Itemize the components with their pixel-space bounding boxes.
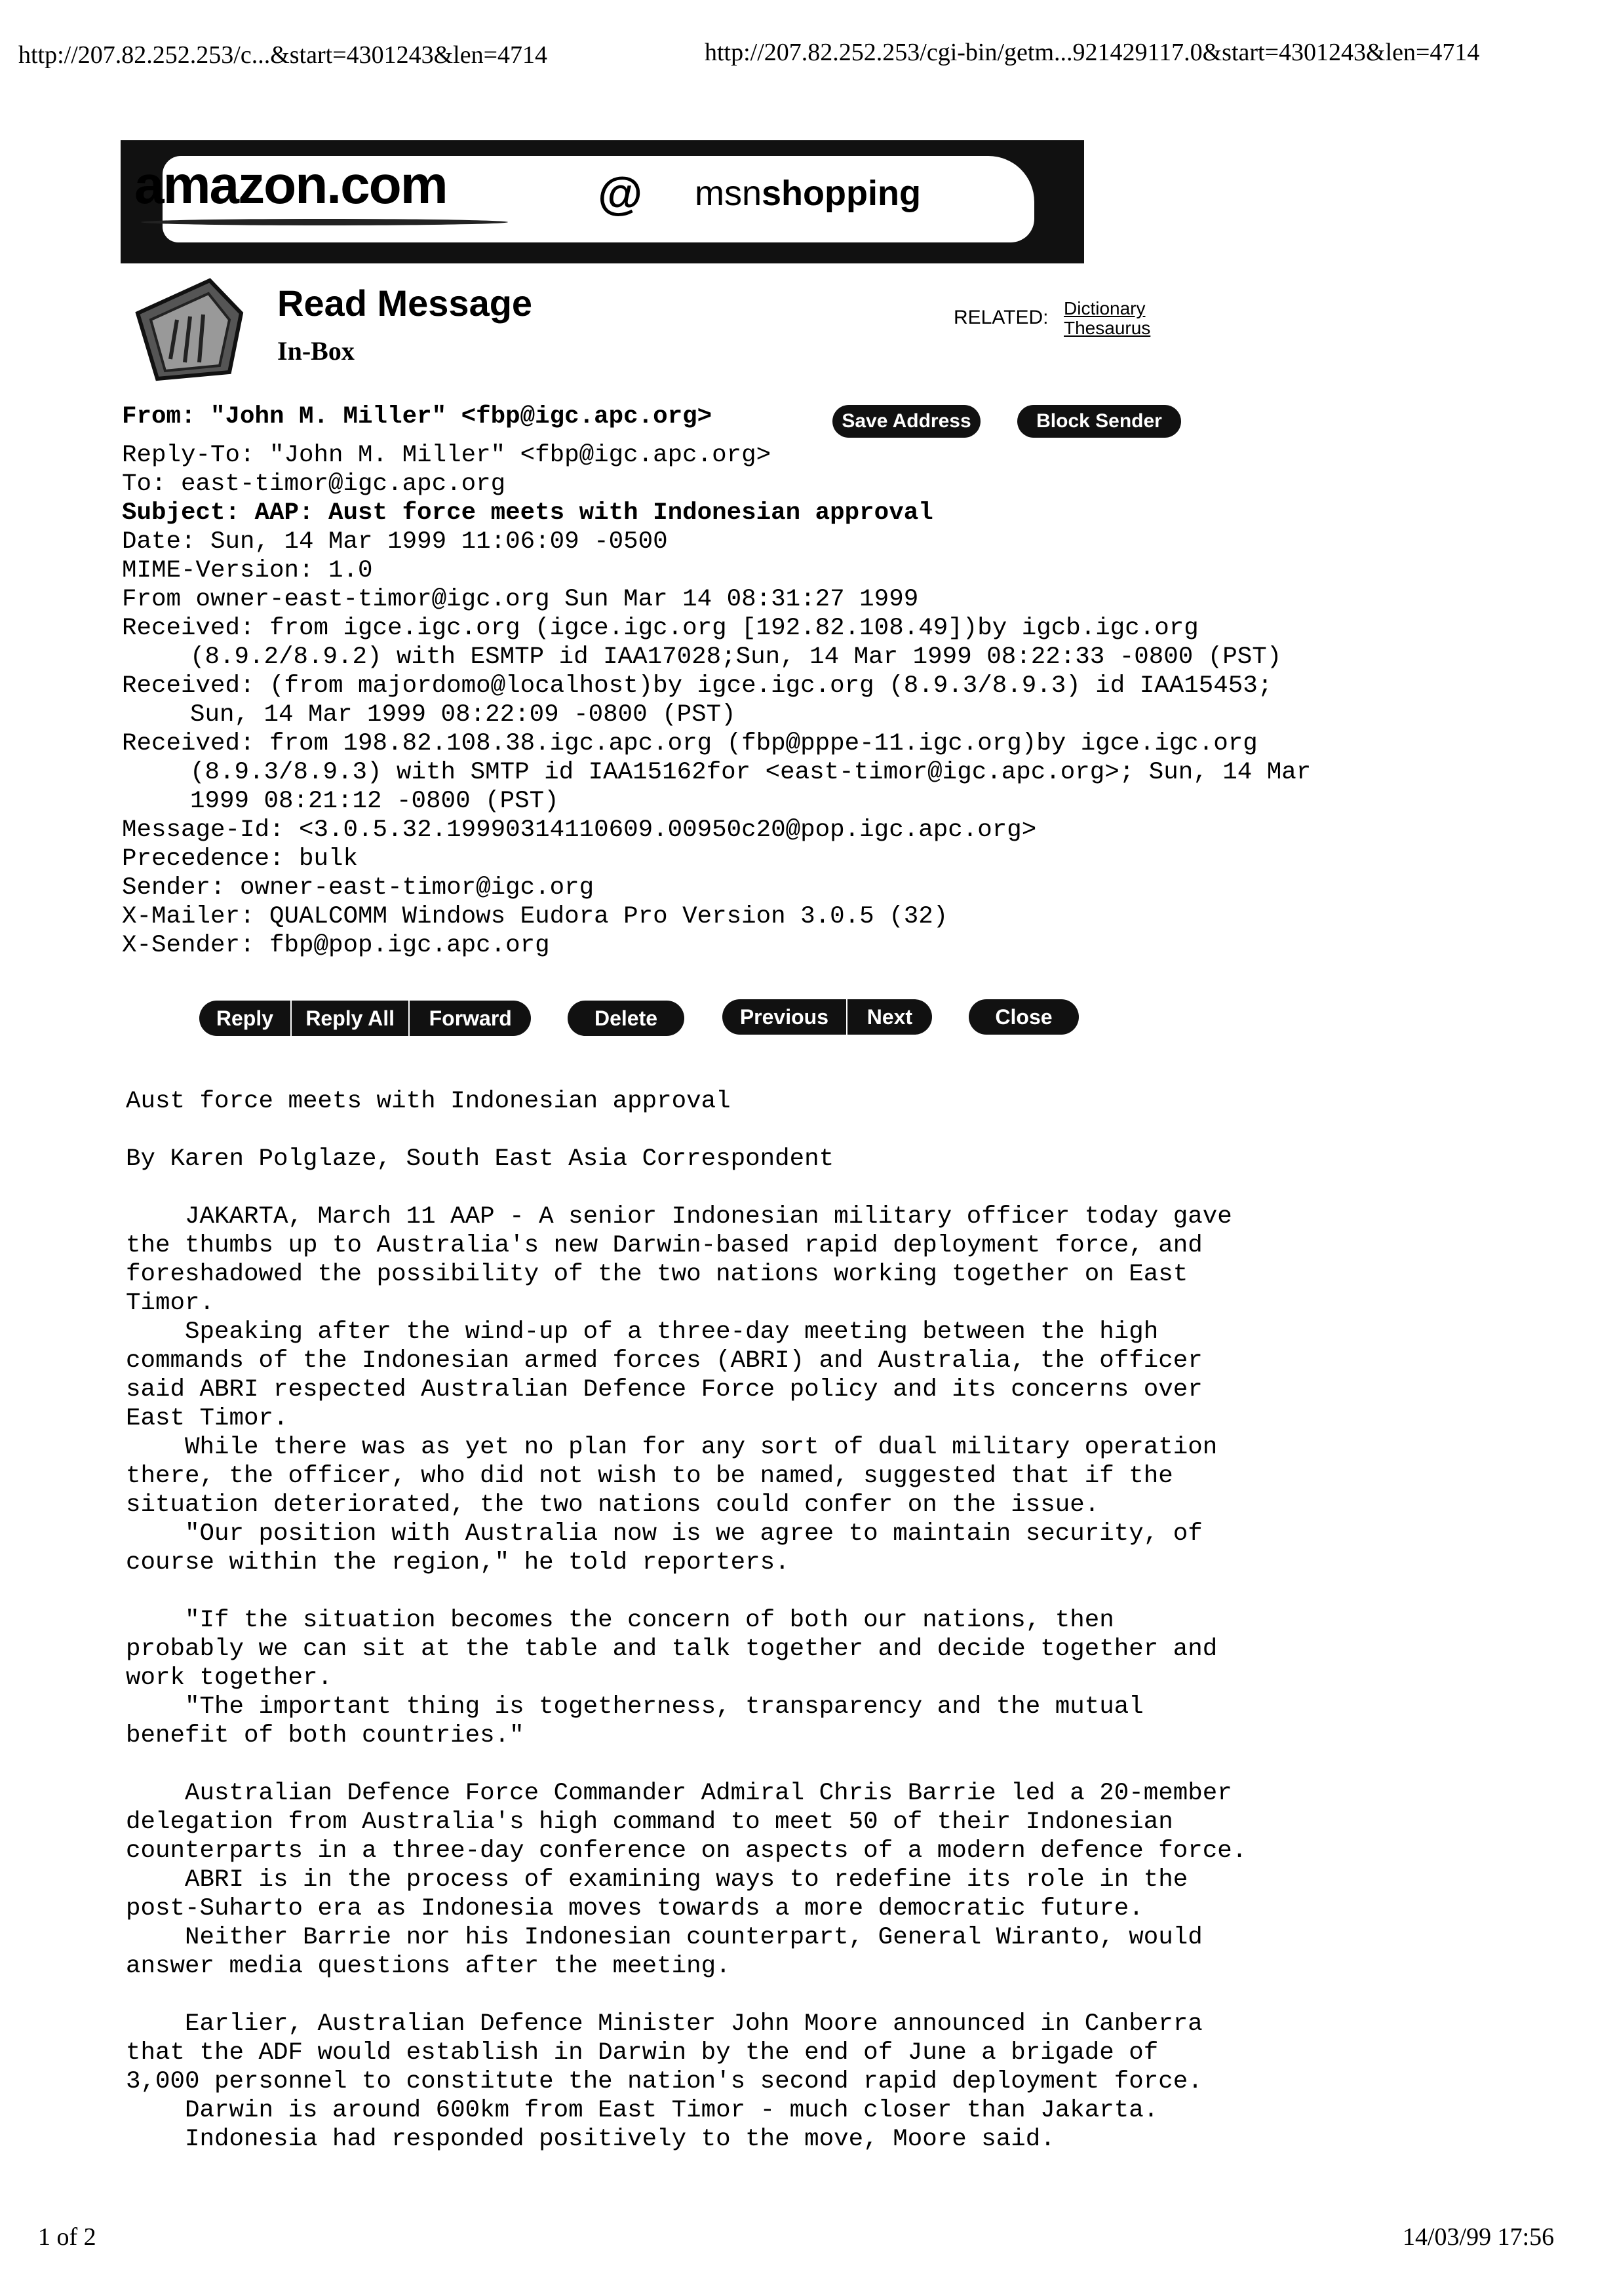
page-title: Read Message (277, 282, 533, 324)
open-mail-folder-icon (131, 274, 248, 382)
next-button[interactable]: Next (866, 1005, 913, 1029)
reply-all-button[interactable]: Reply All (292, 1001, 410, 1036)
body-byline: By Karen Polglaze, South East Asia Correspondent (126, 1145, 834, 1173)
print-url-right: http://207.82.252.253/cgi-bin/getm...921429117.0&start=4301243&len=4714 (705, 39, 1480, 66)
header-from: From: "John M. Miller" <fbp@igc.apc.org> (122, 403, 712, 430)
navigation-button-group (722, 999, 932, 1035)
delete-button-group (568, 1001, 684, 1036)
body-line: East Timor. (126, 1405, 288, 1432)
header-precedence: Precedence: bulk (122, 845, 359, 873)
body-line: Timor. (126, 1290, 215, 1317)
body-line: "Our position with Australia now is we agree to maintain security, of (126, 1520, 1203, 1548)
body-line: the thumbs up to Australia's new Darwin-based rapid deployment force, and (126, 1232, 1203, 1259)
body-line: Australian Defence Force Commander Admiral Chris Barrie led a 20-member (126, 1780, 1232, 1807)
header-received-cont: (8.9.3/8.9.3) with SMTP id IAA15162for <east-timor@igc.apc.org>; Sun, 14 Mar (190, 759, 1312, 786)
close-button-group (969, 999, 1079, 1035)
header-received: Received: from igce.igc.org (igce.igc.org [192.82.108.49])by igcb.igc.org (122, 615, 1199, 642)
block-sender-button[interactable]: Block Sender (1017, 405, 1181, 438)
body-line: answer media questions after the meeting. (126, 1953, 731, 1980)
save-address-button[interactable]: Save Address (832, 405, 981, 438)
forward-button[interactable]: Forward (429, 1006, 512, 1030)
header-sender: Sender: owner-east-timor@igc.org (122, 874, 594, 902)
body-line: foreshadowed the possibility of the two nations working together on East (126, 1261, 1188, 1288)
header-received-cont: 1999 08:21:12 -0800 (PST) (190, 788, 559, 815)
print-url-left: http://207.82.252.253/c...&start=4301243&len=4714 (18, 41, 548, 69)
amazon-logo: amazon.com (134, 155, 447, 215)
body-line: benefit of both countries." (126, 1722, 524, 1750)
body-line: situation deteriorated, the two nations could confer on the issue. (126, 1491, 1100, 1519)
header-received-cont: (8.9.2/8.9.2) with ESMTP id IAA17028;Sun, 14 Mar 1999 08:22:33 -0800 (PST) (190, 643, 1282, 671)
dictionary-link[interactable]: Dictionary (1064, 298, 1146, 318)
msn-shopping-logo (695, 173, 921, 214)
body-line: ABRI is in the process of examining ways to redefine its role in the (126, 1866, 1188, 1894)
body-line: commands of the Indonesian armed forces (ABRI) and Australia, the officer (126, 1347, 1203, 1375)
header-mime: MIME-Version: 1.0 (122, 557, 373, 584)
header-date: Date: Sun, 14 Mar 1999 11:06:09 -0500 (122, 528, 668, 556)
body-line: "The important thing is togetherness, transparency and the mutual (126, 1693, 1144, 1721)
body-headline: Aust force meets with Indonesian approval (126, 1088, 731, 1115)
header-received: Received: (from majordomo@localhost)by igce.igc.org (8.9.3/8.9.3) id IAA15453; (122, 672, 1273, 700)
body-line: delegation from Australia's high command to meet 50 of their Indonesian (126, 1808, 1173, 1836)
print-page-number: 1 of 2 (38, 2223, 96, 2251)
body-line: work together. (126, 1664, 333, 1692)
close-button[interactable]: Close (995, 1005, 1053, 1029)
header-from-line: From owner-east-timor@igc.org Sun Mar 14 08:31:27 1999 (122, 586, 919, 613)
reply-button[interactable]: Reply (199, 1001, 292, 1036)
header-message-id: Message-Id: <3.0.5.32.19990314110609.00950c20@pop.igc.apc.org> (122, 816, 1037, 844)
body-line: counterparts in a three-day conference on aspects of a modern defence force. (126, 1837, 1247, 1865)
header-to: To: east-timor@igc.apc.org (122, 470, 506, 498)
header-received-cont: Sun, 14 Mar 1999 08:22:09 -0800 (PST) (190, 701, 736, 729)
body-line: course within the region," he told reporters. (126, 1549, 790, 1577)
header-reply-to: Reply-To: "John M. Miller" <fbp@igc.apc.org> (122, 442, 771, 469)
msn-text: msn (695, 174, 762, 213)
header-received: Received: from 198.82.108.38.igc.apc.org (fbp@pppe-11.igc.org)by igce.igc.org (122, 730, 1258, 757)
reply-button-group (199, 1001, 531, 1036)
body-line: "If the situation becomes the concern of both our nations, then (126, 1607, 1114, 1634)
body-line: Darwin is around 600km from East Timor - much closer than Jakarta. (126, 2097, 1159, 2124)
body-line: Speaking after the wind-up of a three-day meeting between the high (126, 1318, 1159, 1346)
body-line: said ABRI respected Australian Defence Force policy and its concerns over (126, 1376, 1203, 1404)
header-x-sender: X-Sender: fbp@pop.igc.apc.org (122, 932, 550, 959)
thesaurus-link[interactable]: Thesaurus (1064, 318, 1151, 338)
body-line: that the ADF would establish in Darwin by the end of June a brigade of (126, 2039, 1159, 2067)
header-x-mailer: X-Mailer: QUALCOMM Windows Eudora Pro Version 3.0.5 (32) (122, 903, 948, 930)
body-line: JAKARTA, March 11 AAP - A senior Indonesian military officer today gave (126, 1203, 1232, 1231)
body-line: probably we can sit at the table and talk together and decide together and (126, 1636, 1218, 1663)
body-line: post-Suharto era as Indonesia moves towards a more democratic future. (126, 1895, 1144, 1923)
folder-name: In-Box (277, 336, 355, 366)
body-line: there, the officer, who did not wish to be named, suggested that if the (126, 1463, 1173, 1490)
body-line: While there was as yet no plan for any sort of dual military operation (126, 1434, 1218, 1461)
header-subject: Subject: AAP: Aust force meets with Indonesian approval (122, 499, 933, 527)
print-datetime: 14/03/99 17:56 (1403, 2223, 1555, 2251)
body-line: Indonesia had responded positively to the move, Moore said. (126, 2126, 1055, 2153)
shopping-text: shopping (762, 174, 921, 213)
related-links (1064, 299, 1150, 338)
amazon-smile-underline (141, 219, 508, 225)
body-line: 3,000 personnel to constitute the nation's second rapid deployment force. (126, 2068, 1203, 2095)
body-line: Earlier, Australian Defence Minister John Moore announced in Canberra (126, 2010, 1203, 2038)
delete-button[interactable]: Delete (594, 1006, 658, 1030)
previous-button[interactable]: Previous (722, 999, 847, 1035)
body-line: Neither Barrie nor his Indonesian counterpart, General Wiranto, would (126, 1924, 1203, 1951)
at-symbol: @ (598, 168, 643, 219)
related-label: RELATED: (954, 307, 1049, 328)
